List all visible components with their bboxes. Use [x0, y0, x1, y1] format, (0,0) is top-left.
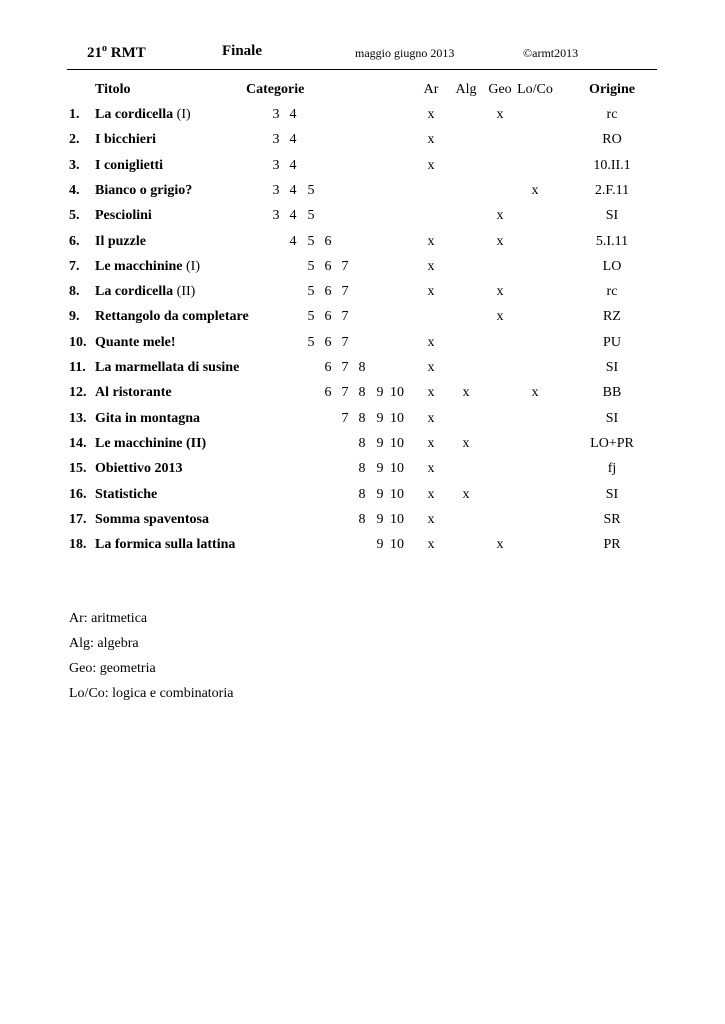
row-number: 7.: [69, 259, 80, 274]
row-number: 8.: [69, 284, 80, 299]
row-origin: RZ: [603, 309, 621, 324]
row-category: 5: [307, 208, 315, 223]
row-title: [95, 183, 192, 199]
row-category: 5: [307, 183, 315, 198]
row-mark-loco: x: [531, 183, 539, 198]
row-mark-geo: x: [496, 234, 504, 249]
row-category: 5: [307, 335, 315, 350]
row-category: 4: [289, 208, 297, 223]
row-origin: RO: [602, 132, 622, 147]
row-category: 3: [272, 132, 280, 147]
row-mark-geo: x: [496, 208, 504, 223]
row-category: 7: [341, 411, 349, 426]
row-mark-ar: x: [427, 411, 435, 426]
row-mark-ar: x: [427, 360, 435, 375]
row-mark-ar: x: [427, 385, 435, 400]
row-category: 7: [341, 385, 349, 400]
row-category: 7: [341, 309, 349, 324]
row-mark-geo: x: [496, 537, 504, 552]
row-title: [95, 132, 156, 148]
row-title-text: La marmellata di susine: [95, 360, 240, 375]
row-category: 4: [289, 107, 297, 122]
row-title-text: Gita in montagna: [95, 411, 201, 426]
row-number: 11.: [69, 360, 86, 375]
row-title-text: Quante mele!: [95, 335, 176, 350]
row-mark-ar: x: [427, 259, 435, 274]
row-number: 4.: [69, 183, 80, 198]
row-mark-geo: x: [496, 309, 504, 324]
row-category: 9: [376, 436, 384, 451]
row-category: 8: [358, 512, 366, 527]
row-title-text: Statistiche: [95, 487, 158, 502]
row-category: 6: [324, 385, 332, 400]
row-title-text: I coniglietti: [95, 158, 164, 173]
row-number: 15.: [69, 461, 87, 476]
row-origin: PU: [603, 335, 621, 350]
legend-item: Lo/Co: logica e combinatoria: [69, 686, 234, 701]
row-mark-alg: x: [462, 487, 470, 502]
row-title: [95, 360, 239, 376]
row-category: 6: [324, 360, 332, 375]
row-mark-ar: x: [427, 158, 435, 173]
row-category: 7: [341, 284, 349, 299]
row-number: 16.: [69, 487, 87, 502]
row-title: [95, 385, 172, 401]
row-category: 8: [358, 436, 366, 451]
row-origin: SR: [603, 512, 621, 527]
row-origin: BB: [602, 385, 622, 400]
row-category: 6: [324, 284, 332, 299]
row-mark-ar: x: [427, 487, 435, 502]
row-mark-geo: x: [496, 107, 504, 122]
row-category: 5: [307, 284, 315, 299]
row-title: [95, 487, 157, 503]
row-category: 3: [272, 107, 280, 122]
row-title: [95, 537, 235, 553]
row-mark-alg: x: [462, 385, 470, 400]
row-origin: LO: [602, 259, 622, 274]
column-header-loco: Lo/Co: [517, 82, 553, 97]
column-header-ar: Ar: [423, 82, 439, 97]
row-category: 5: [307, 309, 315, 324]
row-number: 2.: [69, 132, 80, 147]
row-title: [95, 512, 209, 528]
row-origin: 2.F.11: [594, 183, 630, 198]
column-header-geo: Geo: [488, 82, 512, 97]
row-title-text: Rettangolo da completare: [95, 309, 249, 324]
row-number: 13.: [69, 411, 87, 426]
row-category: 3: [272, 158, 280, 173]
row-origin: SI: [605, 208, 619, 223]
row-title: [95, 158, 163, 174]
header-divider: [67, 69, 657, 70]
row-category: 5: [307, 259, 315, 274]
row-title-text: Pesciolini: [95, 208, 152, 223]
row-mark-ar: x: [427, 107, 435, 122]
row-category: 6: [324, 309, 332, 324]
row-mark-ar: x: [427, 234, 435, 249]
row-title-text: Le macchinine: [95, 259, 183, 274]
row-number: 12.: [69, 385, 87, 400]
edition-label: 21$^o$ RMT: [87, 43, 146, 61]
row-origin: fj: [607, 461, 617, 476]
row-title-text: La cordicella: [95, 284, 174, 299]
row-title-text: Il puzzle: [95, 234, 146, 249]
row-number: 5.: [69, 208, 80, 223]
row-category: 8: [358, 385, 366, 400]
row-title-text: Le macchinine (II): [95, 436, 207, 451]
row-origin: SI: [605, 360, 619, 375]
row-number: 3.: [69, 158, 80, 173]
row-category: 8: [358, 461, 366, 476]
row-title: [95, 436, 206, 452]
row-category: 9: [376, 512, 384, 527]
row-origin: rc: [606, 284, 618, 299]
row-category: 8: [358, 487, 366, 502]
row-title-text: La cordicella: [95, 107, 174, 122]
row-mark-geo: x: [496, 284, 504, 299]
row-category: 9: [376, 487, 384, 502]
row-title: [95, 335, 175, 351]
row-category: 10: [390, 385, 404, 400]
row-origin: 5.I.11: [595, 234, 629, 249]
row-category: 4: [289, 158, 297, 173]
row-number: 17.: [69, 512, 87, 527]
row-category: 6: [324, 234, 332, 249]
row-category: 10: [390, 487, 404, 502]
row-category: 5: [307, 234, 315, 249]
row-category: 10: [390, 512, 404, 527]
row-mark-ar: x: [427, 461, 435, 476]
row-category: 4: [289, 183, 297, 198]
row-mark-alg: x: [462, 436, 470, 451]
row-title-text: Somma spaventosa: [95, 512, 209, 527]
row-title: [95, 411, 200, 427]
column-header-categorie: Categorie: [246, 82, 305, 97]
row-number: 10.: [69, 335, 87, 350]
row-origin: 10.II.1: [593, 158, 631, 173]
row-mark-ar: x: [427, 436, 435, 451]
copyright-label: ©armt2013: [523, 46, 579, 60]
row-origin: SI: [605, 411, 619, 426]
row-title-text: La formica sulla lattina: [95, 537, 236, 552]
row-mark-loco: x: [531, 385, 539, 400]
legend-item: Geo: geometria: [69, 661, 156, 676]
row-mark-ar: x: [427, 132, 435, 147]
row-number: 14.: [69, 436, 87, 451]
row-category: 9: [376, 537, 384, 552]
row-category: 9: [376, 461, 384, 476]
row-category: 9: [376, 411, 384, 426]
row-title: [95, 259, 200, 275]
row-title-text: I bicchieri: [95, 132, 157, 147]
row-category: 7: [341, 335, 349, 350]
row-origin: PR: [603, 537, 621, 552]
row-origin: LO+PR: [590, 436, 634, 451]
row-mark-ar: x: [427, 335, 435, 350]
stage-label: Finale: [222, 43, 262, 59]
column-header-alg: Alg: [455, 82, 477, 97]
column-header-origine: Origine: [589, 82, 635, 97]
row-category: 7: [341, 259, 349, 274]
legend-item: Ar: aritmetica: [69, 611, 148, 626]
row-title: [95, 107, 191, 123]
row-title-suffix: (I): [173, 107, 191, 122]
legend-item: Alg: algebra: [69, 636, 139, 651]
row-number: 1.: [69, 107, 80, 122]
row-title: [95, 234, 146, 250]
row-title-text: Bianco o grigio?: [95, 183, 193, 198]
row-title-suffix: (II): [173, 284, 196, 299]
row-category: 4: [289, 234, 297, 249]
row-origin: SI: [605, 487, 619, 502]
row-title: [95, 461, 183, 477]
row-category: 10: [390, 436, 404, 451]
row-category: 8: [358, 411, 366, 426]
row-mark-ar: x: [427, 537, 435, 552]
row-number: 18.: [69, 537, 87, 552]
row-category: 8: [358, 360, 366, 375]
row-mark-ar: x: [427, 284, 435, 299]
row-category: 6: [324, 259, 332, 274]
row-title: [95, 284, 195, 300]
row-category: 9: [376, 385, 384, 400]
row-category: 10: [390, 461, 404, 476]
row-origin: rc: [606, 107, 618, 122]
row-category: 4: [289, 132, 297, 147]
row-title: [95, 208, 152, 224]
row-title: [95, 309, 249, 325]
row-title-text: Al ristorante: [95, 385, 172, 400]
column-header-titolo: Titolo: [95, 82, 131, 97]
row-title-text: Obiettivo 2013: [95, 461, 183, 476]
row-category: 3: [272, 208, 280, 223]
row-category: 3: [272, 183, 280, 198]
row-title-suffix: (I): [182, 259, 200, 274]
row-number: 6.: [69, 234, 80, 249]
row-category: 6: [324, 335, 332, 350]
row-mark-ar: x: [427, 512, 435, 527]
row-category: 7: [341, 360, 349, 375]
date-label: maggio giugno 2013: [355, 46, 455, 60]
row-number: 9.: [69, 309, 80, 324]
row-category: 10: [390, 537, 404, 552]
row-category: 10: [390, 411, 404, 426]
